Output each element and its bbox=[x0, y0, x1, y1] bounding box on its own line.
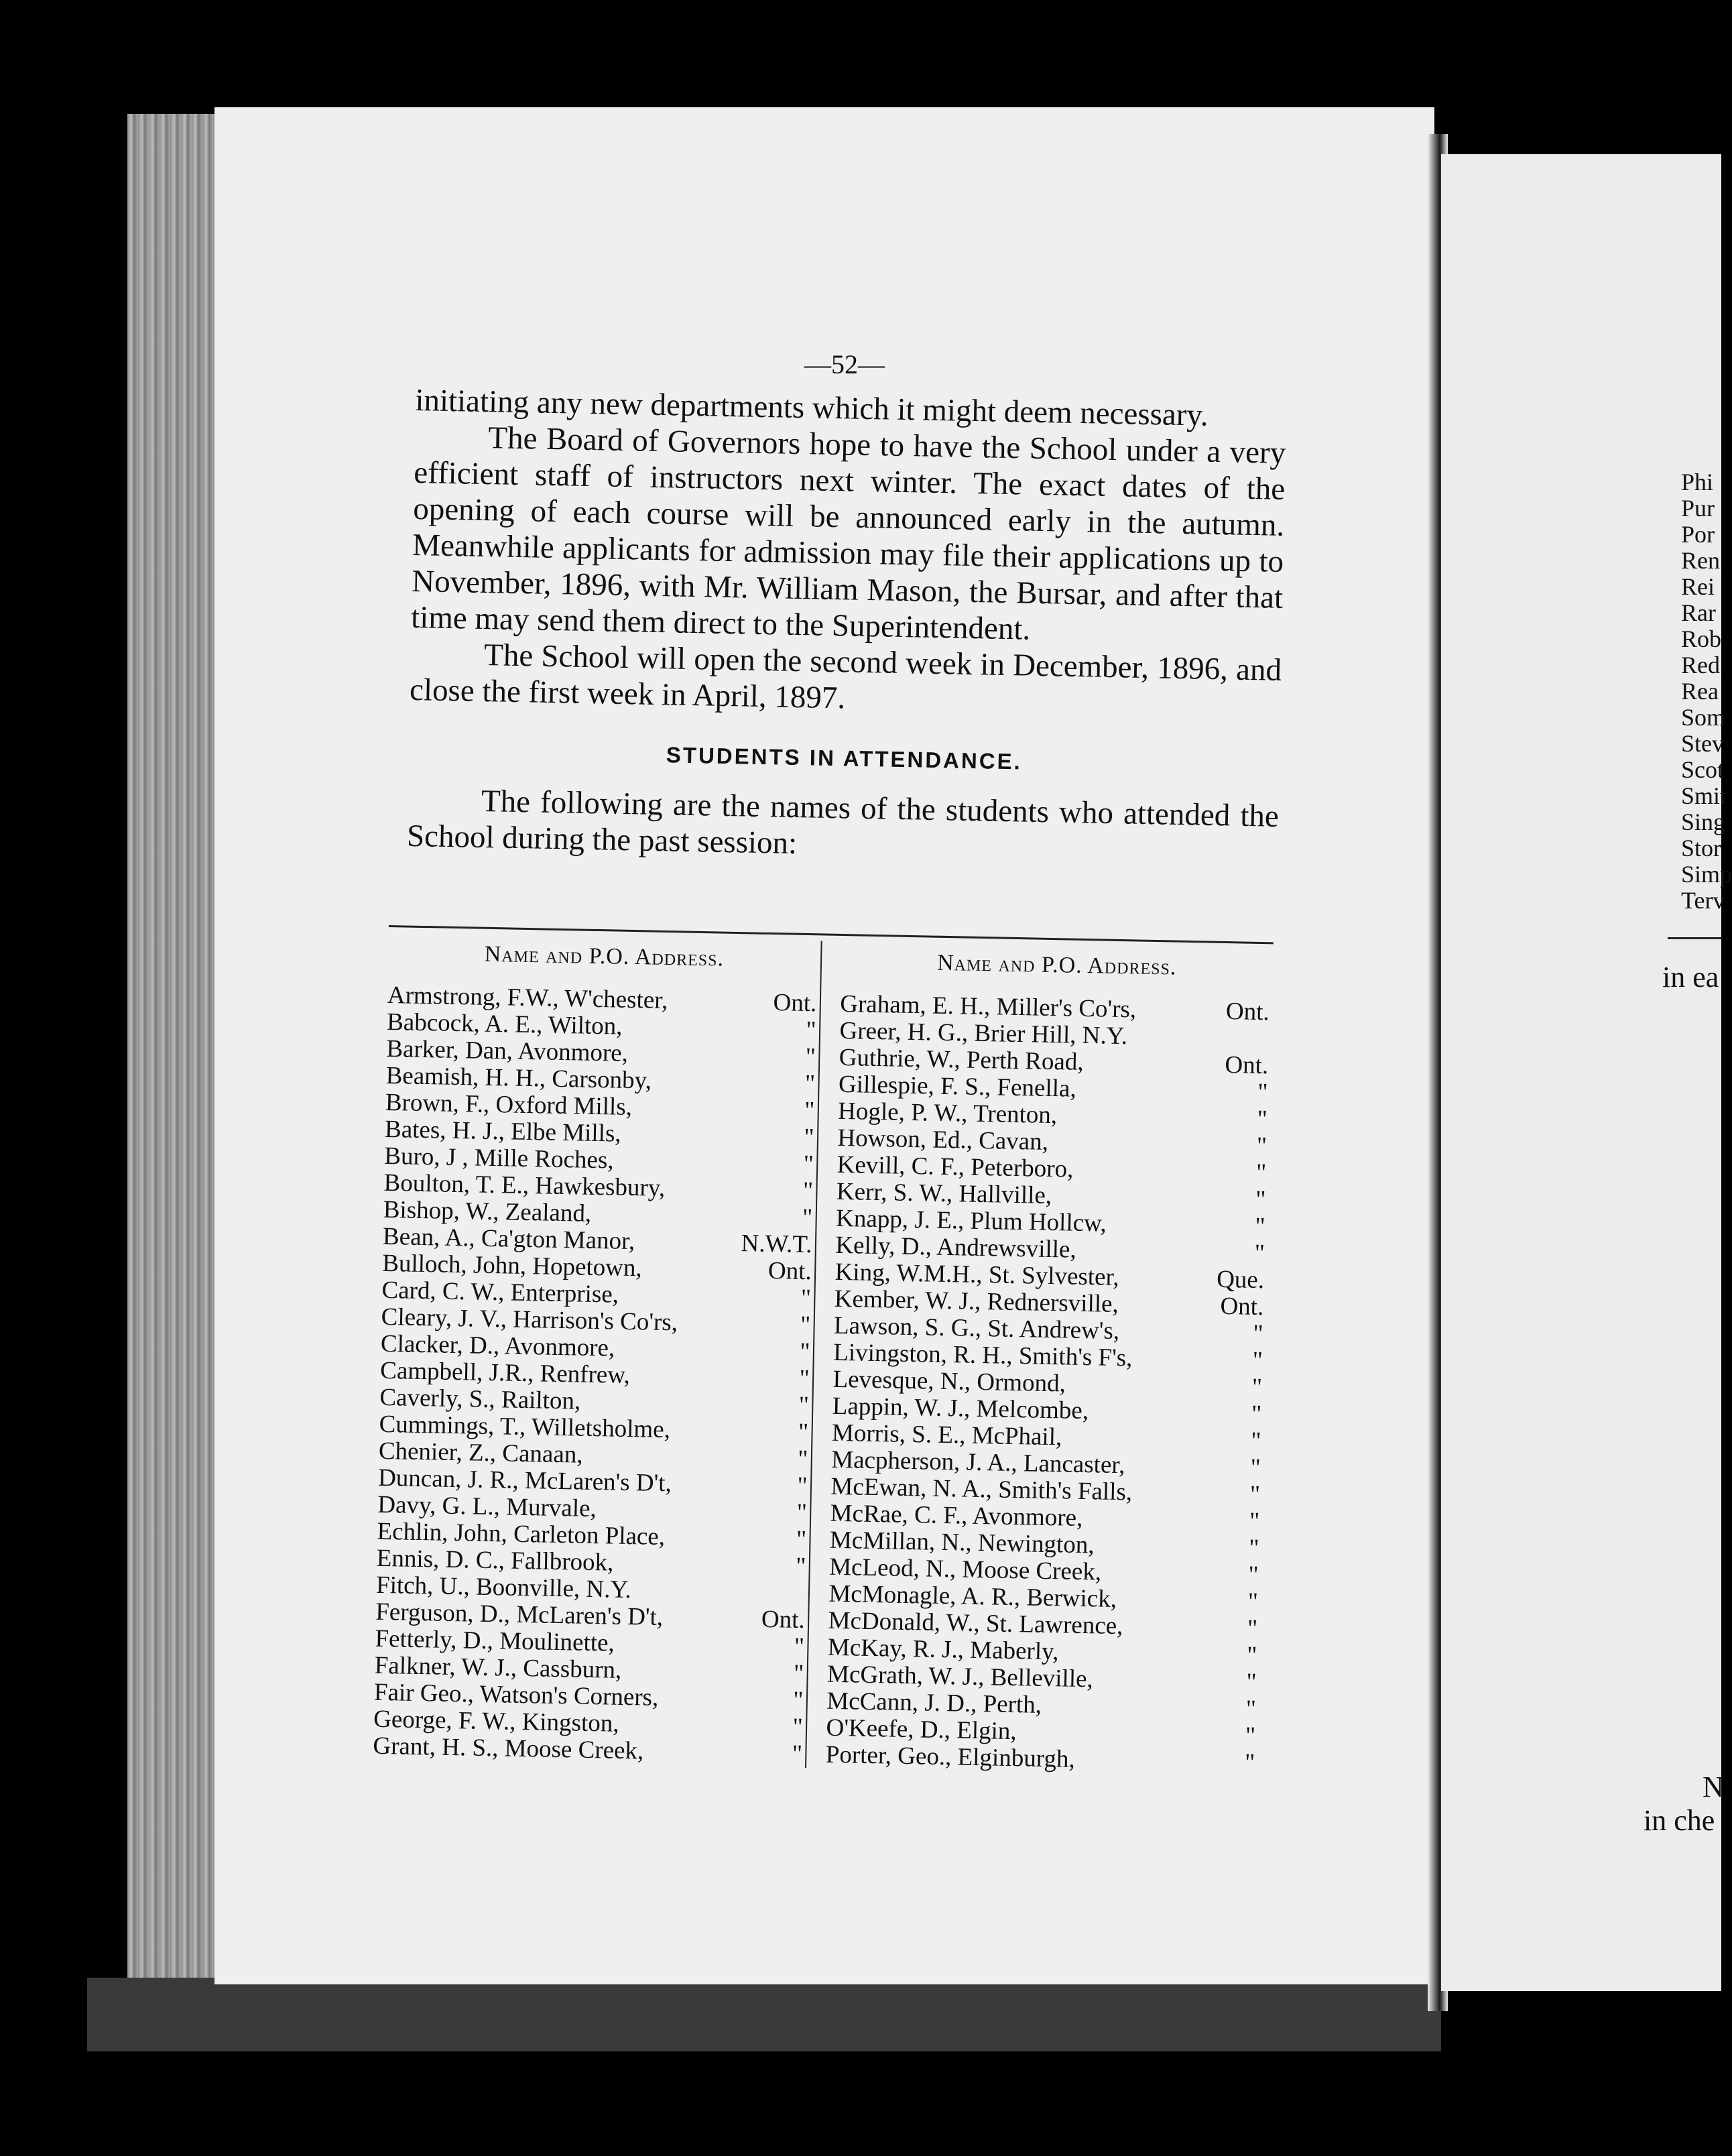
student-province: " bbox=[1247, 1588, 1259, 1616]
right-page-text-3: in che bbox=[1644, 1804, 1715, 1837]
student-name-address: Kerr, S. W., Hallville, bbox=[836, 1177, 1052, 1210]
section-intro: The following are the names of the students who attended the School during the past session: bbox=[406, 784, 1280, 861]
student-province: " bbox=[1249, 1480, 1261, 1509]
student-name-address: Duncan, J. R., McLaren's D't, bbox=[377, 1463, 672, 1498]
student-name-address: Gillespie, F. S., Fenella, bbox=[838, 1070, 1077, 1103]
student-name-address: Ennis, D. C., Fallbrook, bbox=[376, 1544, 614, 1577]
book-cover-bottom bbox=[87, 1978, 1441, 2051]
book-page-edges bbox=[127, 114, 228, 1991]
student-name-address: Brown, F., Oxford Mills, bbox=[385, 1088, 633, 1122]
student-name-address: O'Keefe, D., Elgin, bbox=[826, 1714, 1017, 1746]
student-name-address: Knapp, J. E., Plum Hollcw, bbox=[835, 1204, 1107, 1238]
student-name-address: Clacker, D., Avonmore, bbox=[380, 1329, 615, 1362]
student-province: " bbox=[1245, 1695, 1257, 1724]
right-page-fragment: Scot bbox=[1681, 756, 1725, 783]
right-page-fragment: Terv bbox=[1681, 887, 1725, 914]
right-page-fragment: Ren bbox=[1681, 547, 1720, 574]
student-province: " bbox=[795, 1552, 806, 1581]
student-name-address: Fitch, U., Boonville, N.Y. bbox=[375, 1571, 632, 1604]
student-name-address: Howson, Ed., Cavan, bbox=[837, 1124, 1049, 1156]
student-name-address: Burо, J , Mille Roches, bbox=[383, 1142, 614, 1175]
student-province: " bbox=[1248, 1561, 1259, 1590]
student-name-address: McCann, J. D., Perth, bbox=[826, 1687, 1042, 1719]
student-province: " bbox=[799, 1337, 810, 1366]
student-name-address: Macpherson, J. A., Lancaster, bbox=[830, 1445, 1125, 1480]
student-name-address: Porter, Geo., Elginburgh, bbox=[825, 1740, 1076, 1773]
student-name-address: Morris, S. E., McPhail, bbox=[831, 1419, 1062, 1451]
student-name-address: Caverly, S., Railton, bbox=[379, 1383, 581, 1415]
student-name-address: King, W.M.H., St. Sylvester, bbox=[834, 1258, 1120, 1292]
student-name-address: Ferguson, D., McLaren's D't, bbox=[375, 1598, 664, 1632]
student-province: " bbox=[797, 1445, 808, 1474]
student-name-address: Guthrie, W., Perth Road, bbox=[839, 1043, 1084, 1076]
student-name-address: Fetterly, D., Moulinette, bbox=[375, 1624, 615, 1657]
paragraph-3: The School will open the second week in December, 1896, and close the first week in April, 1897. bbox=[409, 638, 1282, 716]
student-province bbox=[798, 1580, 808, 1607]
student-name-address: McLeod, N., Moose Creek, bbox=[828, 1553, 1102, 1586]
student-province: " bbox=[1247, 1614, 1258, 1643]
student-province: " bbox=[1257, 1105, 1268, 1134]
right-column bbox=[806, 935, 1273, 1777]
student-province: Ont. bbox=[767, 1256, 812, 1286]
student-name-address: Bates, H. J., Elbe Mills, bbox=[384, 1115, 621, 1148]
student-name-address: Campbell, J.R., Renfrew, bbox=[379, 1356, 631, 1390]
student-name-address: McMillan, N., Newington, bbox=[829, 1526, 1095, 1559]
student-province: " bbox=[1245, 1722, 1256, 1750]
students-table bbox=[373, 925, 1274, 1777]
student-name-address: Bean, A., Ca'gton Manor, bbox=[382, 1222, 635, 1256]
student-province: " bbox=[799, 1364, 810, 1393]
right-page-fragment: Rob bbox=[1681, 625, 1722, 652]
student-name-address: Graham, E. H., Miller's Co'rs, bbox=[839, 990, 1137, 1024]
student-province: " bbox=[803, 1150, 814, 1179]
student-province: " bbox=[1255, 1158, 1267, 1187]
student-name-address: Armstrong, F.W., W'chester, bbox=[387, 981, 668, 1015]
student-province: " bbox=[1250, 1427, 1261, 1455]
student-province: Que. bbox=[1216, 1265, 1265, 1295]
student-province: " bbox=[792, 1686, 804, 1715]
student-province: " bbox=[1257, 1078, 1268, 1107]
right-page-rule bbox=[1668, 937, 1721, 939]
right-page-fragment: Red bbox=[1681, 652, 1720, 678]
right-page-fragment: Pur bbox=[1681, 495, 1715, 522]
right-page-fragments bbox=[1681, 469, 1732, 914]
right-page-fragment: Sing bbox=[1681, 808, 1726, 835]
student-province: " bbox=[1249, 1507, 1260, 1536]
right-page-fragment: Simp bbox=[1681, 861, 1732, 888]
student-province: Ont. bbox=[1220, 1292, 1264, 1321]
right-page bbox=[1441, 154, 1721, 1991]
student-province: " bbox=[1248, 1534, 1259, 1563]
student-name-address: Echlin, John, Carleton Place, bbox=[377, 1517, 666, 1551]
student-name-address: Falkner, W. J., Cassburn, bbox=[374, 1651, 622, 1684]
student-name-address: Barker, Dan, Avonmore, bbox=[386, 1034, 629, 1067]
student-name-address: McRae, C. F., Avonmore, bbox=[830, 1499, 1083, 1533]
student-name-address: Lawson, S. G., St. Andrew's, bbox=[833, 1311, 1120, 1345]
student-name-address: Kelly, D., Andrewsville, bbox=[835, 1231, 1077, 1264]
student-province: " bbox=[806, 1016, 817, 1044]
right-page-fragment: Som bbox=[1681, 704, 1726, 731]
student-name-address: Kember, W. J., Rednersville, bbox=[834, 1284, 1119, 1319]
right-page-text-1: in ea bbox=[1662, 961, 1719, 994]
student-province: " bbox=[800, 1311, 811, 1339]
left-column-header: Name and P.O. Address. bbox=[484, 941, 725, 971]
student-province: " bbox=[1254, 1239, 1265, 1268]
student-province: " bbox=[794, 1632, 805, 1661]
student-name-address: Beamish, H. H., Carsonby, bbox=[385, 1061, 652, 1095]
student-province: " bbox=[797, 1472, 808, 1500]
student-name-address: Boulton, T. E., Hawkesbury, bbox=[383, 1169, 666, 1202]
student-province: " bbox=[1250, 1453, 1261, 1482]
paragraph-2: The Board of Governors hope to have the School under a very efficient staff of instructors next winter. The exact dates of the opening of each course will be announced early in the autumn. Meanwhile applicants for admission may file their applications up to November, 1896, with Mr. William Mason, the Bursar, and after that time may send them direct to the Superintendent. bbox=[410, 420, 1286, 647]
student-province: " bbox=[1246, 1641, 1257, 1670]
student-name-address: McGrath, W. J., Belleville, bbox=[826, 1660, 1094, 1693]
student-name-address: Bishop, W., Zealand, bbox=[383, 1195, 592, 1227]
student-province: " bbox=[805, 1042, 816, 1071]
student-province: " bbox=[1253, 1319, 1263, 1348]
student-name-address: Bulloch, John, Hopetown, bbox=[381, 1249, 643, 1282]
student-province: " bbox=[796, 1525, 807, 1554]
right-page-fragment: Stev bbox=[1681, 730, 1725, 757]
student-province: " bbox=[1246, 1668, 1257, 1697]
body-text bbox=[406, 382, 1286, 871]
student-province: " bbox=[796, 1498, 808, 1527]
student-name-address: Kevill, C. F., Peterboro, bbox=[837, 1150, 1074, 1183]
right-page-text-2: N bbox=[1703, 1771, 1724, 1803]
student-province: " bbox=[798, 1418, 809, 1447]
student-province: " bbox=[793, 1659, 804, 1688]
student-province: Ont. bbox=[1225, 998, 1270, 1026]
student-name-address: McEwan, N. A., Smith's Falls, bbox=[830, 1472, 1133, 1506]
student-name-address: Babcock, A. E., Wilton, bbox=[386, 1008, 623, 1040]
right-column-header: Name and P.O. Address. bbox=[936, 950, 1177, 980]
student-province: Ont. bbox=[773, 989, 817, 1018]
right-page-fragment: Rei bbox=[1681, 573, 1715, 600]
student-name-address: Levesque, N., Ormond, bbox=[832, 1365, 1066, 1398]
student-province: " bbox=[792, 1740, 803, 1769]
student-province: " bbox=[1252, 1346, 1263, 1375]
right-page-fragment: Rar bbox=[1681, 599, 1716, 626]
student-province: Ont. bbox=[1225, 1051, 1269, 1080]
student-province: " bbox=[800, 1284, 812, 1313]
right-page-fragment: Phi bbox=[1681, 469, 1714, 495]
student-name-address: McMonagle, A. R., Berwick, bbox=[828, 1579, 1117, 1614]
student-province bbox=[1262, 1026, 1272, 1053]
student-province: " bbox=[804, 1069, 816, 1098]
student-name-address: Fair Geo., Watson's Corners, bbox=[373, 1678, 659, 1712]
page-number: —52— bbox=[804, 349, 885, 379]
right-page-fragment: Smit bbox=[1681, 782, 1727, 809]
right-page-fragment: Stor bbox=[1681, 835, 1722, 861]
student-name-address: Greer, H. G., Brier Hill, N.Y. bbox=[839, 1016, 1128, 1051]
student-name-address: McDonald, W., St. Lawrence, bbox=[828, 1606, 1123, 1640]
student-name-address: Cleary, J. V., Harrison's Co'rs, bbox=[381, 1303, 678, 1337]
student-province: " bbox=[1251, 1373, 1263, 1402]
student-province: " bbox=[802, 1203, 813, 1232]
student-province: " bbox=[792, 1713, 804, 1742]
section-heading: STUDENTS IN ATTENDANCE. bbox=[666, 742, 1023, 774]
student-province: " bbox=[1256, 1132, 1267, 1160]
student-province: Ont. bbox=[761, 1605, 806, 1634]
student-name-address: Davy, G. L., Murvale, bbox=[377, 1490, 597, 1523]
student-province: " bbox=[804, 1096, 815, 1125]
student-province: " bbox=[798, 1391, 810, 1420]
student-name-address: Chenier, Z., Canaan, bbox=[378, 1437, 583, 1469]
student-province: " bbox=[1251, 1400, 1262, 1429]
student-province: " bbox=[1244, 1748, 1255, 1777]
student-name-address: George, F. W., Kingston, bbox=[373, 1705, 619, 1738]
student-name-address: Lappin, W. J., Melcombe, bbox=[832, 1392, 1089, 1425]
student-name-address: Hogle, P. W., Trenton, bbox=[837, 1097, 1058, 1130]
student-name-address: Card, C. W., Enterprise, bbox=[381, 1276, 619, 1309]
student-province: " bbox=[804, 1123, 814, 1152]
student-province: " bbox=[1255, 1185, 1266, 1214]
student-name-address: Cummings, T., Willetsholme, bbox=[379, 1410, 671, 1444]
student-name-address: Grant, H. S., Moose Creek, bbox=[373, 1732, 644, 1765]
paragraph-1: initiating any new departments which it might deem necessary. bbox=[414, 382, 1209, 433]
student-province: " bbox=[1255, 1212, 1266, 1241]
student-province: " bbox=[802, 1177, 814, 1205]
student-province: N.W.T. bbox=[741, 1230, 812, 1259]
student-name-address: Livingston, R. H., Smith's F's, bbox=[832, 1338, 1133, 1372]
student-name-address: McKay, R. J., Maberly, bbox=[827, 1633, 1059, 1666]
left-column bbox=[373, 927, 820, 1768]
right-page-fragment: Por bbox=[1681, 521, 1715, 548]
right-page-fragment: Rea bbox=[1681, 678, 1719, 705]
